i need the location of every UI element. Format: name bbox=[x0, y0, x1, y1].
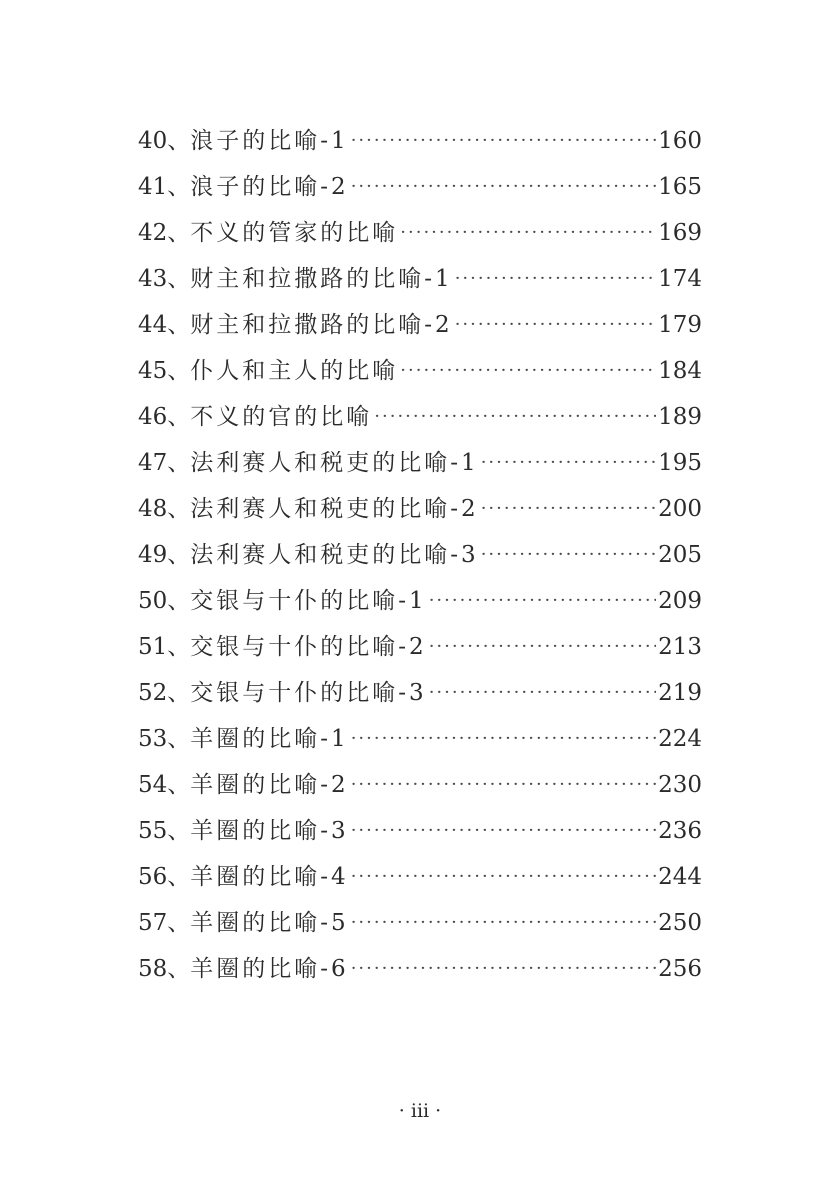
entry-page-number: 236 bbox=[658, 818, 702, 844]
toc-entry-49[interactable] bbox=[138, 532, 702, 578]
entry-page-number: 189 bbox=[658, 404, 702, 430]
entry-page-number: 195 bbox=[658, 450, 702, 476]
toc-entry-57[interactable] bbox=[138, 900, 702, 946]
dot-leader bbox=[455, 256, 656, 302]
entry-page-number: 160 bbox=[658, 128, 702, 154]
entry-title: 不义的管家的比喻 bbox=[190, 220, 399, 246]
toc-entry-50[interactable] bbox=[138, 578, 702, 624]
dot-leader bbox=[400, 348, 656, 394]
entry-separator: 、 bbox=[167, 266, 191, 292]
table-of-contents bbox=[138, 118, 702, 992]
dot-leader bbox=[374, 394, 656, 440]
dot-leader bbox=[400, 210, 656, 256]
entry-title: 羊圈的比喻-2 bbox=[190, 772, 349, 798]
entry-title: 法利赛人和税吏的比喻-1 bbox=[190, 450, 479, 476]
entry-separator: 、 bbox=[167, 680, 191, 706]
dot-leader bbox=[351, 762, 656, 808]
toc-entry-48[interactable] bbox=[138, 486, 702, 532]
toc-entry-40[interactable] bbox=[138, 118, 702, 164]
entry-page-number: 213 bbox=[658, 634, 702, 660]
entry-title: 浪子的比喻-2 bbox=[190, 174, 349, 200]
entry-separator: 、 bbox=[167, 588, 191, 614]
entry-title: 法利赛人和税吏的比喻-2 bbox=[190, 496, 479, 522]
dot-leader bbox=[481, 440, 656, 486]
entry-number: 51 bbox=[138, 634, 168, 660]
entry-title: 交银与十仆的比喻-2 bbox=[190, 634, 427, 660]
entry-page-number: 209 bbox=[658, 588, 702, 614]
entry-page-number: 174 bbox=[658, 266, 702, 292]
toc-entry-45[interactable] bbox=[138, 348, 702, 394]
toc-entry-46[interactable] bbox=[138, 394, 702, 440]
entry-page-number: 230 bbox=[658, 772, 702, 798]
entry-separator: 、 bbox=[167, 496, 191, 522]
entry-title: 财主和拉撒路的比喻-2 bbox=[190, 312, 453, 338]
entry-separator: 、 bbox=[167, 772, 191, 798]
entry-number: 41 bbox=[138, 174, 168, 200]
entry-separator: 、 bbox=[167, 956, 191, 982]
entry-page-number: 219 bbox=[658, 680, 702, 706]
entry-separator: 、 bbox=[167, 312, 191, 338]
entry-page-number: 244 bbox=[658, 864, 702, 890]
entry-title: 羊圈的比喻-6 bbox=[190, 956, 349, 982]
entry-page-number: 200 bbox=[658, 496, 702, 522]
dot-leader bbox=[429, 624, 656, 670]
entry-title: 羊圈的比喻-3 bbox=[190, 818, 349, 844]
toc-entry-47[interactable] bbox=[138, 440, 702, 486]
entry-title: 法利赛人和税吏的比喻-3 bbox=[190, 542, 479, 568]
toc-entry-42[interactable] bbox=[138, 210, 702, 256]
entry-page-number: 169 bbox=[658, 220, 702, 246]
entry-separator: 、 bbox=[167, 864, 191, 890]
toc-entry-44[interactable] bbox=[138, 302, 702, 348]
entry-number: 40 bbox=[138, 128, 168, 154]
entry-title: 不义的官的比喻 bbox=[190, 404, 373, 430]
entry-number: 42 bbox=[138, 220, 168, 246]
entry-number: 49 bbox=[138, 542, 168, 568]
dot-leader bbox=[351, 164, 656, 210]
dot-leader bbox=[351, 854, 656, 900]
entry-number: 56 bbox=[138, 864, 168, 890]
entry-separator: 、 bbox=[167, 404, 191, 430]
entry-page-number: 179 bbox=[658, 312, 702, 338]
entry-page-number: 256 bbox=[658, 956, 702, 982]
entry-separator: 、 bbox=[167, 910, 191, 936]
toc-entry-55[interactable] bbox=[138, 808, 702, 854]
entry-number: 53 bbox=[138, 726, 168, 752]
entry-separator: 、 bbox=[167, 726, 191, 752]
dot-leader bbox=[429, 670, 656, 716]
entry-separator: 、 bbox=[167, 634, 191, 660]
entry-title: 羊圈的比喻-1 bbox=[190, 726, 349, 752]
entry-number: 46 bbox=[138, 404, 168, 430]
entry-number: 43 bbox=[138, 266, 168, 292]
entry-number: 57 bbox=[138, 910, 168, 936]
entry-title: 羊圈的比喻-5 bbox=[190, 910, 349, 936]
entry-title: 仆人和主人的比喻 bbox=[190, 358, 399, 384]
entry-separator: 、 bbox=[167, 220, 191, 246]
entry-title: 交银与十仆的比喻-1 bbox=[190, 588, 427, 614]
entry-separator: 、 bbox=[167, 174, 191, 200]
entry-number: 45 bbox=[138, 358, 168, 384]
entry-page-number: 250 bbox=[658, 910, 702, 936]
entry-number: 55 bbox=[138, 818, 168, 844]
entry-separator: 、 bbox=[167, 542, 191, 568]
entry-separator: 、 bbox=[167, 818, 191, 844]
entry-number: 58 bbox=[138, 956, 168, 982]
entry-number: 50 bbox=[138, 588, 168, 614]
toc-entry-43[interactable] bbox=[138, 256, 702, 302]
dot-leader bbox=[351, 946, 656, 992]
dot-leader bbox=[481, 532, 656, 578]
dot-leader bbox=[455, 302, 656, 348]
entry-title: 交银与十仆的比喻-3 bbox=[190, 680, 427, 706]
entry-separator: 、 bbox=[167, 450, 191, 476]
entry-number: 52 bbox=[138, 680, 168, 706]
entry-number: 44 bbox=[138, 312, 168, 338]
entry-number: 47 bbox=[138, 450, 168, 476]
toc-entry-52[interactable] bbox=[138, 670, 702, 716]
dot-leader bbox=[351, 716, 656, 762]
entry-number: 48 bbox=[138, 496, 168, 522]
toc-entry-53[interactable] bbox=[138, 716, 702, 762]
entry-separator: 、 bbox=[167, 358, 191, 384]
entry-title: 羊圈的比喻-4 bbox=[190, 864, 349, 890]
entry-page-number: 184 bbox=[658, 358, 702, 384]
toc-entry-56[interactable] bbox=[138, 854, 702, 900]
entry-page-number: 224 bbox=[658, 726, 702, 752]
dot-leader bbox=[351, 118, 656, 164]
entry-title: 财主和拉撒路的比喻-1 bbox=[190, 266, 453, 292]
dot-leader bbox=[351, 808, 656, 854]
page-number-footer: · iii · bbox=[398, 1100, 442, 1122]
toc-entry-51[interactable] bbox=[138, 624, 702, 670]
toc-entry-58[interactable] bbox=[138, 946, 702, 992]
entry-page-number: 205 bbox=[658, 542, 702, 568]
dot-leader bbox=[429, 578, 656, 624]
dot-leader bbox=[481, 486, 656, 532]
entry-page-number: 165 bbox=[658, 174, 702, 200]
entry-number: 54 bbox=[138, 772, 168, 798]
entry-title: 浪子的比喻-1 bbox=[190, 128, 349, 154]
toc-entry-41[interactable] bbox=[138, 164, 702, 210]
dot-leader bbox=[351, 900, 656, 946]
entry-separator: 、 bbox=[167, 128, 191, 154]
toc-entry-54[interactable] bbox=[138, 762, 702, 808]
